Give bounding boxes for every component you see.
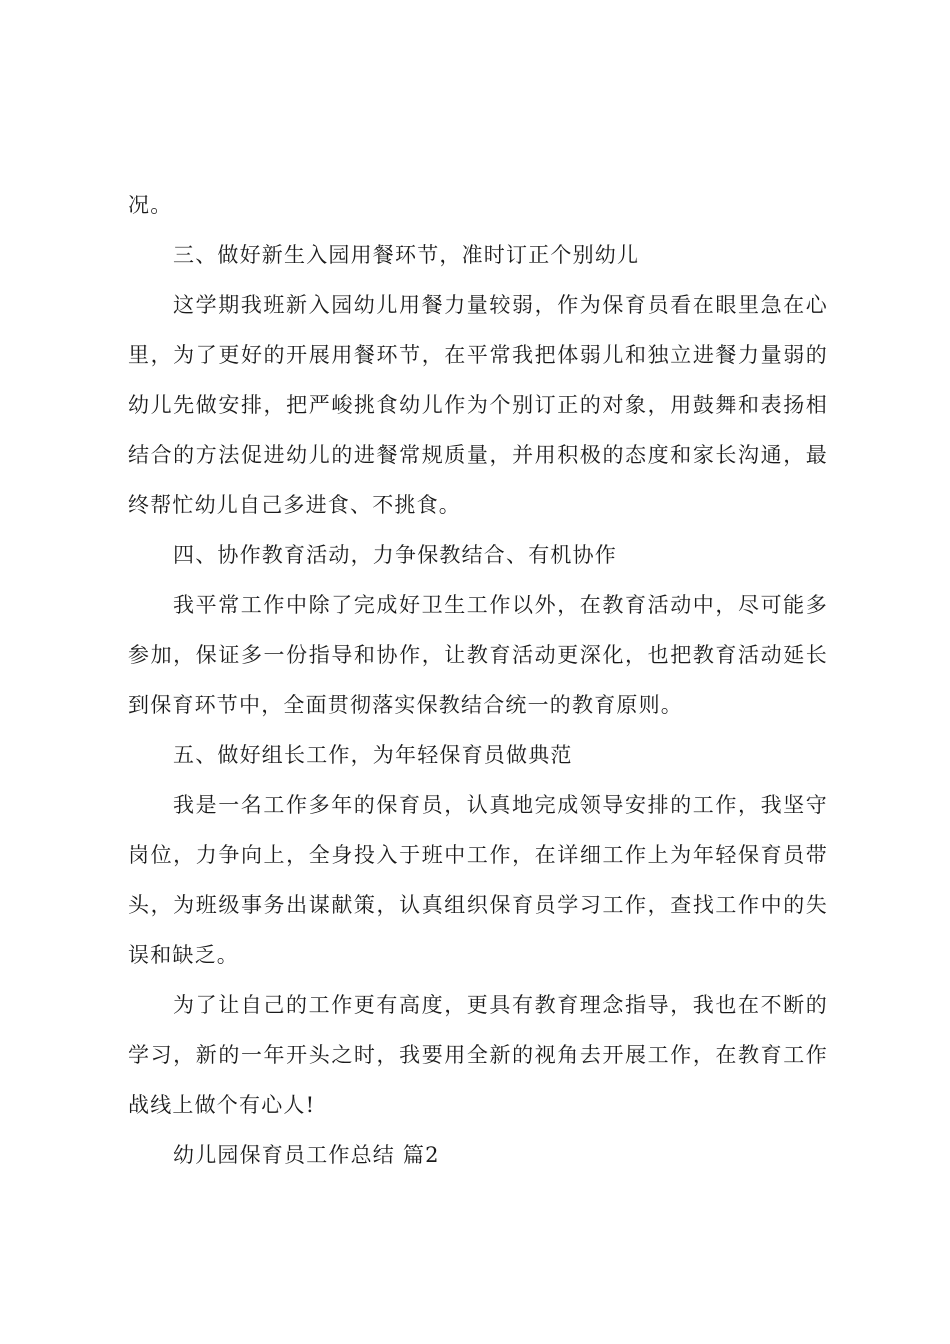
paragraph-line: 况。 [128,193,173,217]
paragraph-line: 我平常工作中除了完成好卫生工作以外，在教育活动中，尽可能多 [173,593,828,617]
paragraph-line: 幼儿先做安排，把严峻挑食幼儿作为个别订正的对象，用鼓舞和表扬相 [128,393,828,417]
paragraph-line: 岗位，力争向上，全身投入于班中工作，在详细工作上为年轻保育员带 [128,843,828,867]
paragraph-line: 学习，新的一年开头之时，我要用全新的视角去开展工作，在教育工作 [128,1043,828,1067]
paragraph-line: 参加，保证多一份指导和协作，让教育活动更深化，也把教育活动延长 [128,643,828,667]
paragraph-line: 终帮忙幼儿自己多进食、不挑食。 [128,493,461,517]
paragraph-line: 我是一名工作多年的保育员，认真地完成领导安排的工作，我坚守 [173,793,828,817]
section-heading: 四、协作教育活动，力争保教结合、有机协作 [173,543,617,567]
paragraph-line: 误和缺乏。 [128,943,239,967]
paragraph-line: 里，为了更好的开展用餐环节，在平常我把体弱儿和独立进餐力量弱的 [128,343,828,367]
section-title: 幼儿园保育员工作总结 篇2 [173,1143,440,1167]
paragraph-line: 到保育环节中，全面贯彻落实保教结合统一的教育原则。 [128,693,683,717]
section-heading: 五、做好组长工作，为年轻保育员做典范 [173,743,573,767]
paragraph-line: 战线上做个有心人! [128,1093,316,1117]
paragraph-line: 为了让自己的工作更有高度，更具有教育理念指导，我也在不断的 [173,993,828,1017]
paragraph-line: 这学期我班新入园幼儿用餐力量较弱，作为保育员看在眼里急在心 [173,293,828,317]
section-heading: 三、做好新生入园用餐环节，准时订正个别幼儿 [173,243,640,267]
paragraph-line: 结合的方法促进幼儿的进餐常规质量，并用积极的态度和家长沟通，最 [128,443,828,467]
paragraph-line: 头，为班级事务出谋献策，认真组织保育员学习工作，查找工作中的失 [128,893,828,917]
